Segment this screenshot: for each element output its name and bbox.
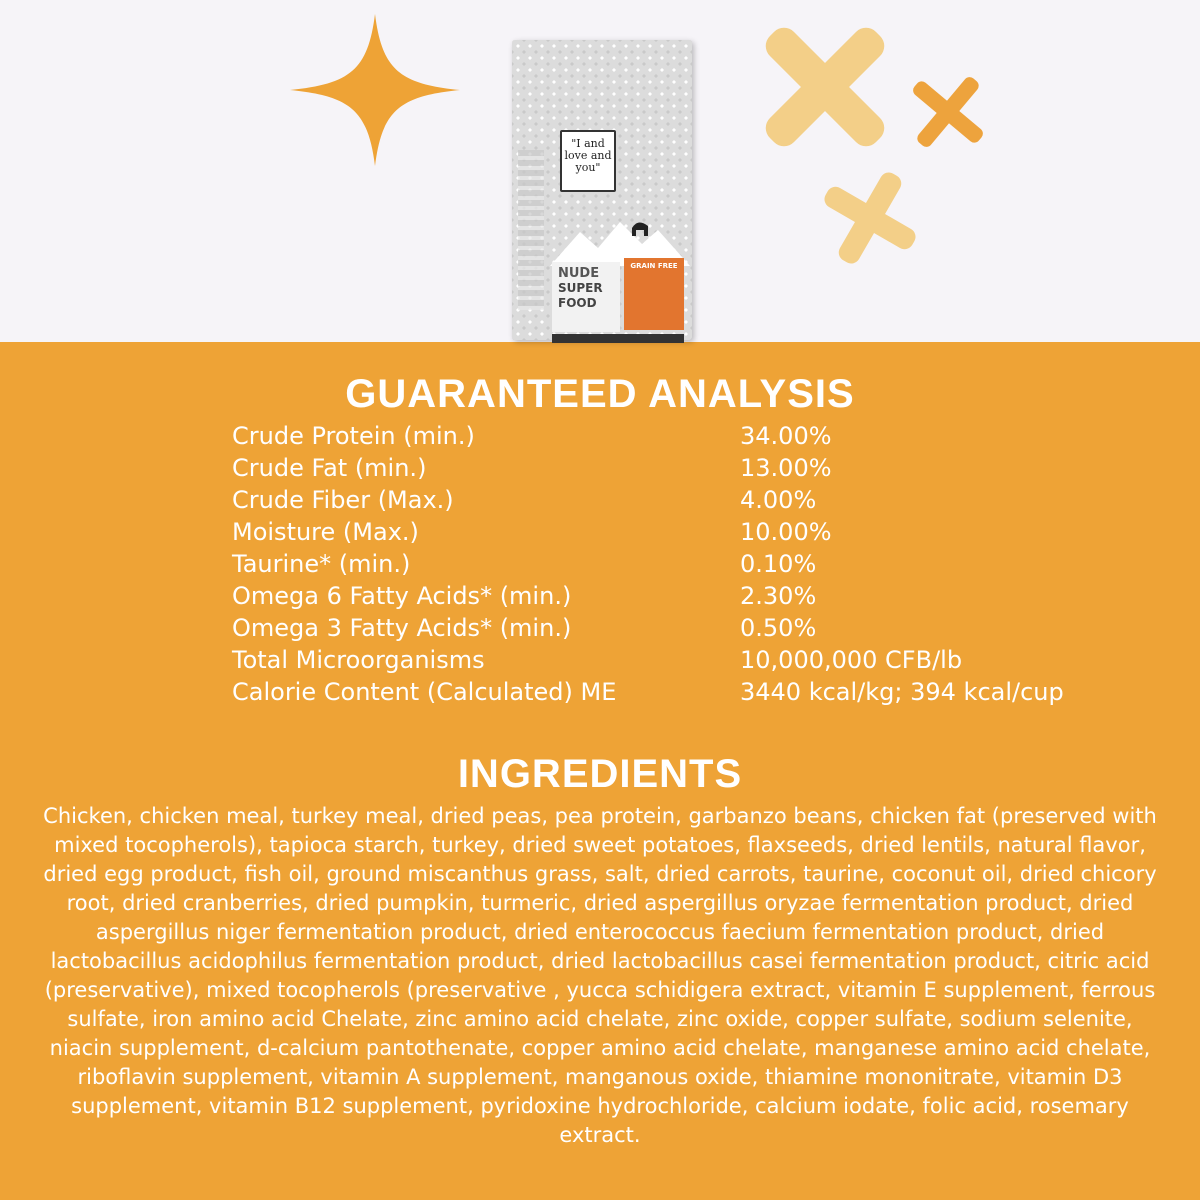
sparkle-icon bbox=[290, 14, 460, 166]
analysis-value: 4.00% bbox=[740, 486, 817, 514]
analysis-value: 3440 kcal/kg; 394 kcal/cup bbox=[740, 678, 1064, 706]
bag-name-panel bbox=[552, 262, 620, 332]
analysis-value: 2.30% bbox=[740, 582, 817, 610]
analysis-value: 34.00% bbox=[740, 422, 832, 450]
bag-side-label bbox=[518, 150, 544, 310]
bag-text-nude: NUDE bbox=[558, 266, 600, 281]
analysis-name: Crude Fat (min.) bbox=[232, 454, 427, 482]
analysis-name: Crude Fiber (Max.) bbox=[232, 486, 454, 514]
brand-logo: "I and love and you" bbox=[560, 130, 616, 192]
product-bag bbox=[512, 40, 692, 340]
analysis-value: 10.00% bbox=[740, 518, 832, 546]
analysis-value: 0.50% bbox=[740, 614, 817, 642]
ingredients-text: Chicken, chicken meal, turkey meal, dried peas, pea protein, garbanzo beans, chicken fat (preserved with mixed tocopherols), tapioca starch, turkey, dried sweet potatoes, flaxseeds, dried lentils, natural flavor, dried egg product, fish oil, ground miscanthus grass, salt, dried carrots, taurine, coconut oil, dried chicory root, dried cranberries, dried pumpkin, turmeric, dried aspergillus oryzae fermentation product, dried aspergillus niger fermentation product, dried enterococcus faecium fermentation product, dried lactobacillus acidophilus fermentation product, dried lactobacillus casei fermentation product, citric acid (preservative), mixed tocopherols (preservative , yucca schidigera extract, vitamin E supplement, ferrous sulfate, iron amino acid Chelate, zinc amino acid chelate, zinc oxide, copper sulfate, sodium selenite, niacin supplement, d-calcium pantothenate, copper amino acid chelate, manganese amino acid chelate, riboflavin supplement, vitamin A supplement, manganous oxide, thiamine mononitrate, vitamin D3 supplement, vitamin B12 supplement, pyridoxine hydrochloride, calcium iodate, folic acid, rosemary extract. bbox=[43, 804, 1157, 1147]
analysis-value: 0.10% bbox=[740, 550, 817, 578]
ingredients-title: INGREDIENTS bbox=[457, 752, 743, 796]
analysis-name: Omega 3 Fatty Acids* (min.) bbox=[232, 614, 572, 642]
analysis-value: 10,000,000 CFB/lb bbox=[740, 646, 963, 674]
analysis-value: 13.00% bbox=[740, 454, 832, 482]
analysis-row bbox=[232, 612, 1132, 644]
bag-badge: GRAIN FREE bbox=[624, 258, 684, 330]
analysis-name: Total Microorganisms bbox=[232, 646, 485, 674]
analysis-name: Omega 6 Fatty Acids* (min.) bbox=[232, 582, 572, 610]
analysis-row bbox=[232, 452, 1132, 484]
x-decoration-icon bbox=[906, 70, 990, 154]
bag-strip bbox=[552, 334, 684, 343]
analysis-row bbox=[232, 548, 1132, 580]
bag-text-food: FOOD bbox=[558, 296, 597, 310]
analysis-name: Calorie Content (Calculated) ME bbox=[232, 678, 617, 706]
x-decoration-icon bbox=[750, 12, 900, 162]
analysis-table bbox=[232, 420, 1132, 708]
x-decoration-icon bbox=[820, 168, 920, 268]
analysis-name: Taurine* (min.) bbox=[232, 550, 411, 578]
analysis-row bbox=[232, 484, 1132, 516]
analysis-name: Moisture (Max.) bbox=[232, 518, 419, 546]
analysis-row bbox=[232, 580, 1132, 612]
analysis-row bbox=[232, 420, 1132, 452]
analysis-row bbox=[232, 676, 1132, 708]
guaranteed-analysis-title: GUARANTEED ANALYSIS bbox=[345, 372, 855, 416]
analysis-row bbox=[232, 644, 1132, 676]
analysis-row bbox=[232, 516, 1132, 548]
bag-text-super: SUPER bbox=[558, 281, 603, 295]
analysis-name: Crude Protein (min.) bbox=[232, 422, 475, 450]
